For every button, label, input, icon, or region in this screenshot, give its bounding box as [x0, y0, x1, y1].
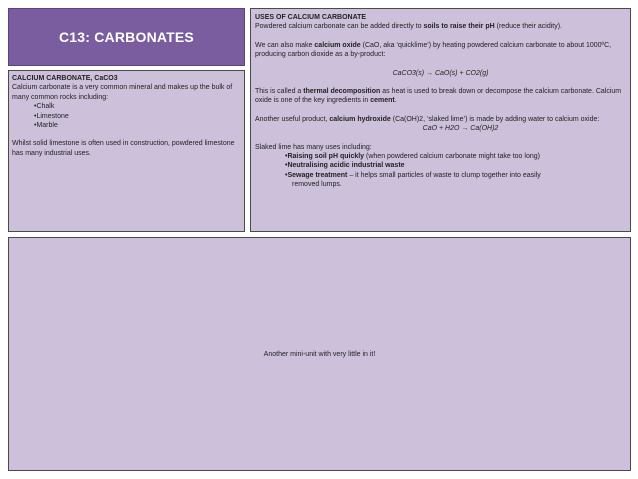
use-item-sewage: •Sewage treatment – it helps small particles of waste to clump together into easily [285, 171, 541, 179]
rock-item-limestone: •Limestone [34, 112, 69, 120]
uses-panel [250, 8, 631, 232]
use-item-sewage-continued: removed lumps. [292, 181, 342, 189]
left-outro: Whilst solid limestone is often used in construction, powdered limestone has many industrial uses. [12, 140, 235, 157]
decomposition-equation: CaCO3(s) → CaO(s) + CO2(g) [392, 69, 489, 77]
calcium-oxide-paragraph: We can also make calcium oxide (CaO, aka ‘quicklime’) by heating powdered calcium carbonate to about 1000ºC, producing carbon dioxide as a by-product: [255, 41, 612, 59]
right-heading: USES OF CALCIUM CARBONATE [255, 14, 367, 21]
rock-item-chalk: •Chalk [34, 103, 55, 111]
rock-item-marble: •Marble [34, 122, 58, 130]
calcium-carbonate-panel [8, 70, 245, 232]
soil-ph-paragraph: Powdered calcium carbonate can be added directly to soils to raise their pH (reduce their acidity). [255, 23, 562, 31]
slaking-equation: CaO + H2O → Ca(OH)2 [422, 125, 499, 133]
left-intro: Calcium carbonate is a very common mineral and makes up the bulk of many common rocks including: [12, 84, 233, 101]
notes-text: Another mini-unit with very little in it! [263, 350, 376, 358]
use-item-raising-ph: •Raising soil pH quickly (when powdered calcium carbonate might take too long) [285, 153, 540, 161]
left-heading: CALCIUM CARBONATE, CaCO3 [12, 75, 118, 82]
use-item-neutralising: •Neutralising acidic industrial waste [285, 162, 405, 170]
calcium-hydroxide-paragraph: Another useful product, calcium hydroxide (Ca(OH)2, ‘slaked lime’) is made by adding water to calcium oxide: [255, 115, 600, 123]
page-title: C13: CARBONATES [59, 29, 194, 45]
slaked-lime-uses-intro: Slaked lime has many uses including: [255, 143, 372, 151]
thermal-decomposition-paragraph: This is called a thermal decomposition as heat is used to break down or decompose the calcium carbonate. Calcium oxide is one of the key ingredients in cement. [255, 88, 622, 105]
title-panel [8, 8, 245, 66]
notes-panel [8, 237, 631, 471]
